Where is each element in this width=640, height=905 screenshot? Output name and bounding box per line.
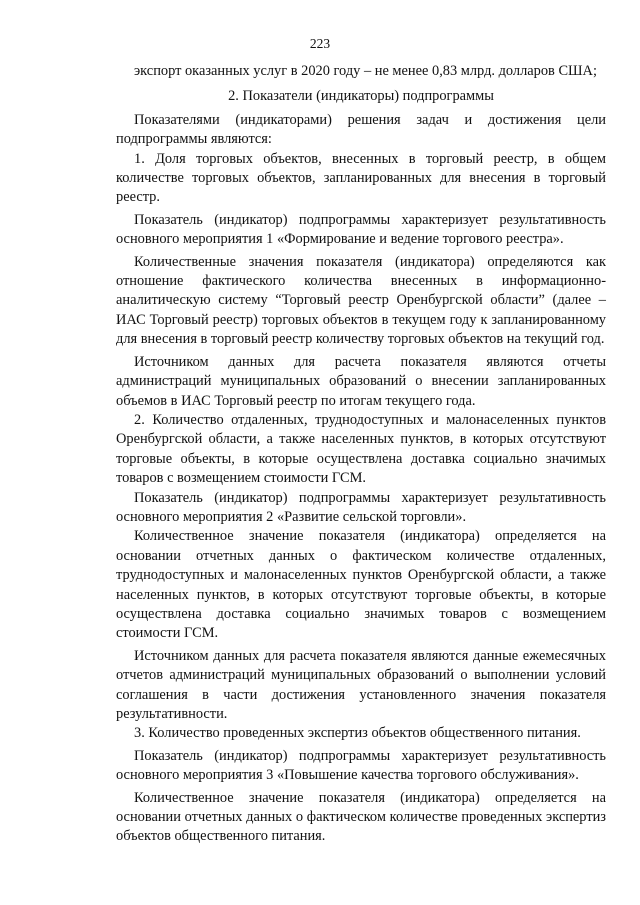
paragraph-indicator-2-characterizes: Показатель (индикатор) подпрограммы характеризует результативность основного мероприятия 2 «Развитие сельской торговли».	[116, 489, 606, 525]
paragraph-indicators-intro: Показателями (индикаторами) решения задач и достижения цели подпрограммы являются:	[116, 111, 606, 148]
paragraph-indicator-1-source: Источником данных для расчета показателя являются отчеты администраций муниципальных образований о внесении запланированных объемов в ИАС Торговый реестр по итогам текущего года.	[116, 353, 606, 409]
paragraph-indicator-2-source: Источником данных для расчета показателя являются данные ежемесячных отчетов администраций муниципальных образований о выполнении условий соглашения в части достижения установленного значения показателя результативности.	[116, 647, 606, 722]
paragraph-indicator-1-characterizes: Показатель (индикатор) подпрограммы характеризует результативность основного мероприятия 1 «Формирование и ведение торгового реестра».	[116, 211, 606, 248]
paragraph-indicator-1-calculation: Количественные значения показателя (индикатора) определяются как отношение фактического количества внесенных в информационно-аналитическую систему “Торговый реестр Оренбургской области” (далее – ИАС Торговый реестр) торговых объектов в текущем году к запланированному для внесения в торговый реестр количеству торговых объектов на текущий год.	[116, 253, 606, 348]
paragraph-indicator-1: 1. Доля торговых объектов, внесенных в торговый реестр, в общем количестве торговых объектов, запланированных для внесения в торговый реестр.	[116, 150, 606, 206]
paragraph-indicator-2-calculation: Количественное значение показателя (индикатора) определяется на основании отчетных данных о фактическом количестве отдаленных, труднодоступных и малонаселенных пунктов Оренбургской области, а также населенных пунктов, в которых отсутствуют торговые объекты, в которые осуществлена доставка социально значимых товаров с возмещением стоимости ГСМ.	[116, 528, 606, 642]
paragraph-indicator-3: 3. Количество проведенных экспертиз объектов общественного питания.	[134, 725, 581, 742]
paragraph-export-target: экспорт оказанных услуг в 2020 году – не менее 0,83 млрд. долларов США;	[134, 63, 597, 79]
paragraph-indicator-2: 2. Количество отдаленных, труднодоступных и малонаселенных пунктов Оренбургской области, а также населенных пунктов, в которых отсутствуют торговые объекты, в которые осуществлена доставка социально значимых товаров с возмещением стоимости ГСМ.	[116, 411, 606, 487]
section-heading: 2. Показатели (индикаторы) подпрограммы	[228, 88, 494, 105]
paragraph-indicator-3-characterizes: Показатель (индикатор) подпрограммы характеризует результативность основного мероприятия 3 «Повышение качества торгового обслуживания».	[116, 747, 606, 784]
page-number: 223	[309, 36, 331, 51]
paragraph-indicator-3-calculation: Количественное значение показателя (индикатора) определяется на основании отчетных данных о фактическом количестве проведенных экспертиз объектов общественного питания.	[116, 789, 606, 845]
document-body	[116, 62, 606, 847]
